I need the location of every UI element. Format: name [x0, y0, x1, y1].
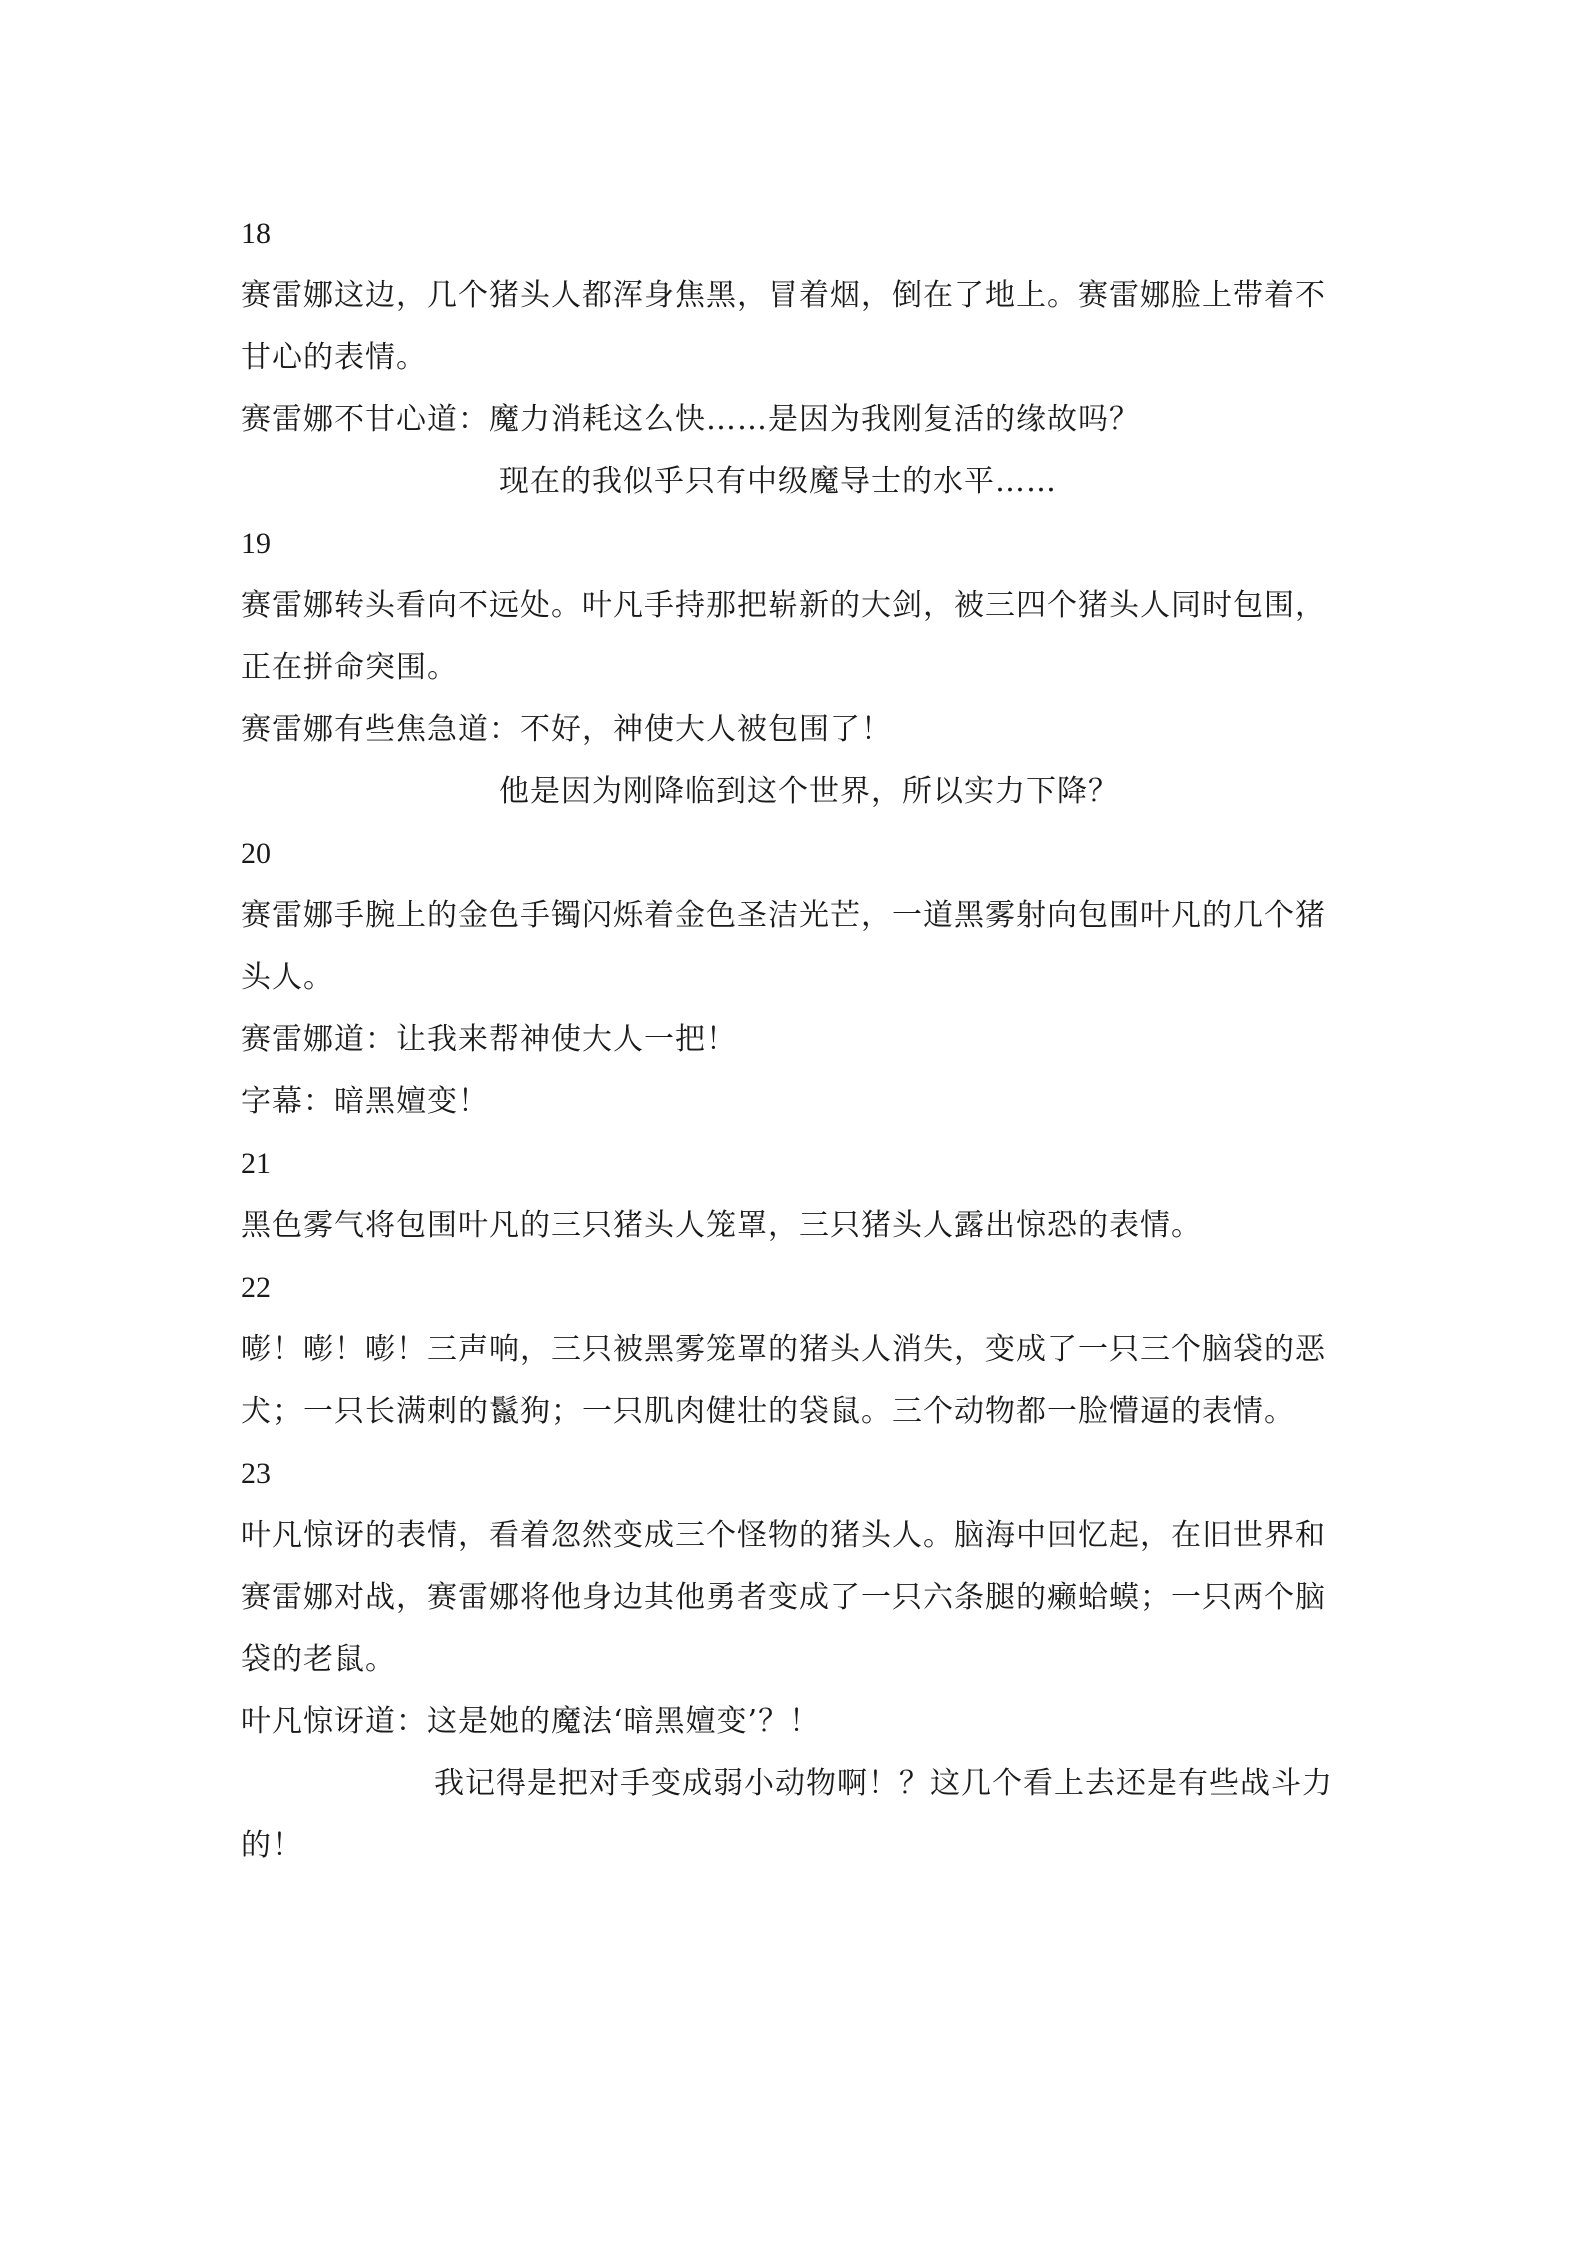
- narration-line: 赛雷娜手腕上的金色手镯闪烁着金色圣洁光芒，一道黑雾射向包围叶凡的几个猪: [241, 898, 1326, 933]
- narration-line: 赛雷娜转头看向不远处。叶凡手持那把崭新的大剑，被三四个猪头人同时包围，: [241, 588, 1326, 623]
- scene-number: 22: [241, 1271, 271, 1304]
- dialogue-continuation: 的！: [241, 1828, 303, 1863]
- narration-line: 正在拼命突围。: [241, 650, 458, 685]
- scene-number: 21: [241, 1147, 271, 1180]
- narration-line: 犬；一只长满刺的鬣狗；一只肌肉健壮的袋鼠。三个动物都一脸懵逼的表情。: [241, 1394, 1295, 1429]
- scene-number: 20: [241, 837, 271, 870]
- dialogue-line: 赛雷娜不甘心道：魔力消耗这么快……是因为我刚复活的缘故吗？: [241, 402, 1140, 437]
- scene-number: 19: [241, 527, 271, 560]
- narration-line: 袋的老鼠。: [241, 1642, 396, 1677]
- narration-line: 赛雷娜这边，几个猪头人都浑身焦黑，冒着烟，倒在了地上。赛雷娜脸上带着不: [241, 278, 1326, 313]
- narration-line: 赛雷娜对战，赛雷娜将他身边其他勇者变成了一只六条腿的癞蛤蟆；一只两个脑: [241, 1580, 1326, 1615]
- narration-line: 甘心的表情。: [241, 340, 427, 375]
- dialogue-continuation: 他是因为刚降临到这个世界，所以实力下降？: [499, 774, 1119, 809]
- subtitle-line: 字幕：暗黑嬗变！: [241, 1084, 489, 1119]
- dialogue-continuation: 我记得是把对手变成弱小动物啊！？这几个看上去还是有些战斗力: [434, 1766, 1333, 1801]
- narration-line: 叶凡惊讶的表情，看着忽然变成三个怪物的猪头人。脑海中回忆起，在旧世界和: [241, 1518, 1326, 1553]
- scene-number: 23: [241, 1457, 271, 1490]
- document-body: [241, 203, 1351, 1877]
- narration-line: 黑色雾气将包围叶凡的三只猪头人笼罩，三只猪头人露出惊恐的表情。: [241, 1208, 1202, 1243]
- scene-number: 18: [241, 217, 271, 250]
- dialogue-continuation: 现在的我似乎只有中级魔导士的水平……: [499, 464, 1057, 499]
- narration-line: 头人。: [241, 960, 334, 995]
- narration-line: 嘭！嘭！嘭！三声响，三只被黑雾笼罩的猪头人消失，变成了一只三个脑袋的恶: [241, 1332, 1326, 1367]
- dialogue-line: 赛雷娜有些焦急道：不好，神使大人被包围了！: [241, 712, 892, 747]
- dialogue-line: 赛雷娜道：让我来帮神使大人一把！: [241, 1022, 737, 1057]
- dialogue-line: 叶凡惊讶道：这是她的魔法‘暗黑嬗变’？！: [241, 1704, 821, 1739]
